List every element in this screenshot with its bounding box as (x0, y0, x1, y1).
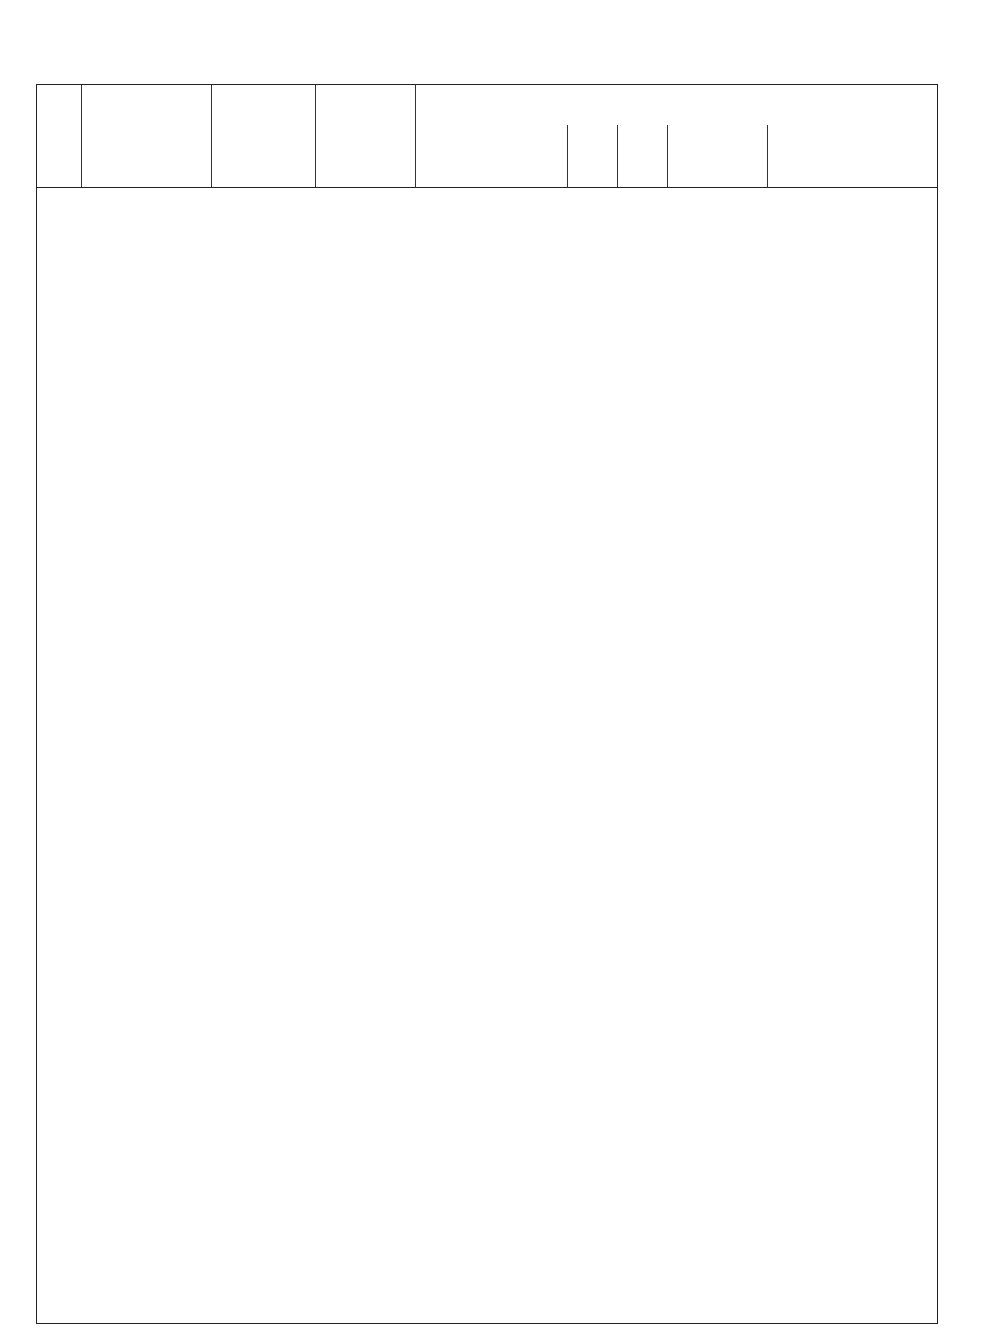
table-header (37, 85, 937, 188)
climate-table (36, 84, 938, 1324)
